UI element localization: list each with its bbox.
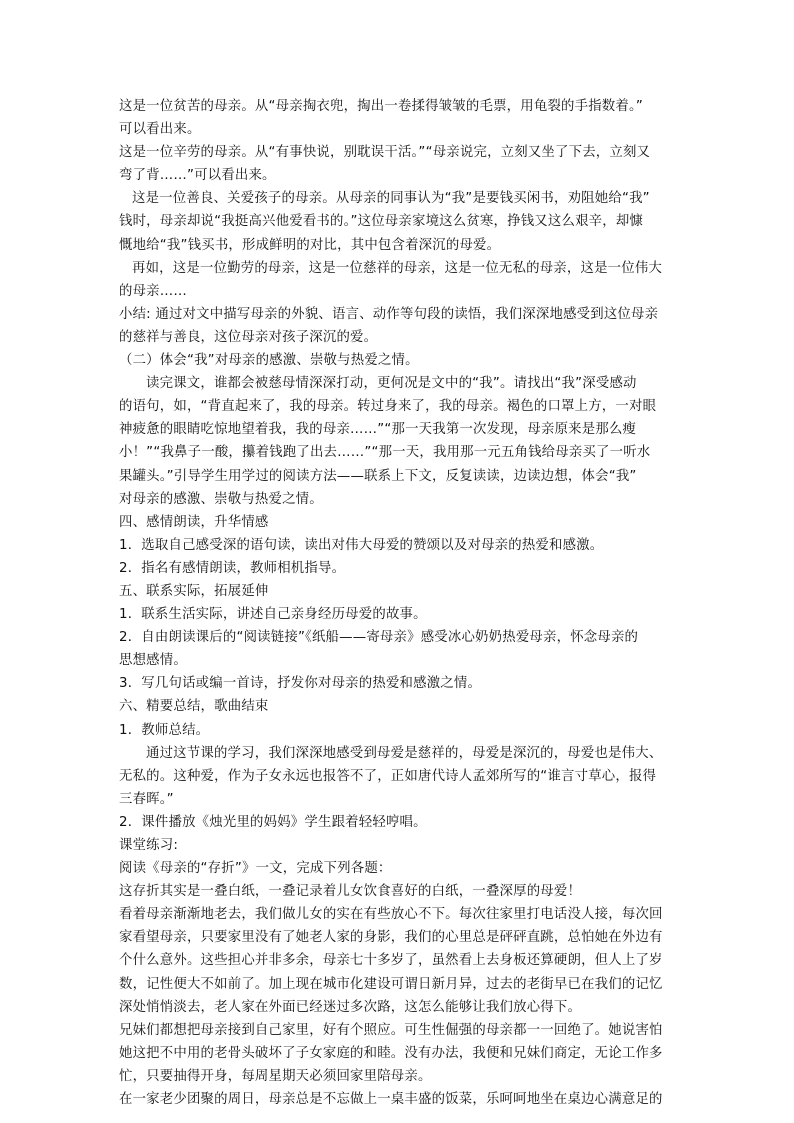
text-line: 在一家老少团聚的周日，母亲总是不忘做上一桌丰盛的饭菜，乐呵呵地坐在桌边心满意足的 — [119, 1092, 663, 1108]
section-heading: 五、联系实际，拓展延伸 — [119, 583, 269, 599]
text-line: 数，记性便大不如前了。加上现在城市化建设可谓日新月异，过去的老街早已在我们的记忆 — [119, 976, 663, 992]
text-line: 这是一位辛劳的母亲。从“有事快说，别耽误干活。”“母亲说完，立刻又坐了下去，立刻又 — [119, 145, 651, 161]
text-line: 慨地给“我”钱买书，形成鲜明的对比，其中包含着深沉的母爱。 — [119, 237, 501, 253]
text-line: 神疲惫的眼睛吃惊地望着我，我的母亲……”“那一天我第一次发现，母亲原来是那么瘦 — [119, 422, 637, 438]
list-item: 2．课件播放《烛光里的妈妈》学生跟着轻轻哼唱。 — [119, 814, 427, 830]
section-heading: （二）体会“我”对母亲的感激、崇敬与热爱之情。 — [119, 353, 419, 369]
section-heading: 四、感情朗读，升华情感 — [119, 514, 269, 530]
text-line: 深处悄悄淡去，老人家在外面已经迷过多次路，这怎么能够让我们放心得下。 — [119, 999, 582, 1015]
text-line: 再如，这是一位勤劳的母亲，这是一位慈祥的母亲，这是一位无私的母亲，这是一位伟大 — [132, 260, 663, 276]
document-body — [119, 95, 675, 1111]
list-item: 2．指名有感情朗读，教师相机指导。 — [119, 560, 346, 576]
text-line: 家看望母亲，只要家里没有了她老人家的身影，我们的心里总是砰砰直跳，总怕她在外边有 — [119, 930, 663, 946]
text-line: 忙，只要抽得开身，每周星期天必须回家里陪母亲。 — [119, 1068, 432, 1084]
text-line: 可以看出来。 — [119, 122, 201, 138]
text-line: 无私的。这种爱，作为子女永远也报答不了，正如唐代诗人孟郊所写的“谁言寸草心，报得 — [119, 768, 657, 784]
text-line: 果罐头。”引导学生用学过的阅读方法——联系上下文，反复读读，边读边想，体会“我” — [119, 468, 637, 484]
text-line: 三春晖。” — [119, 791, 174, 807]
text-line: 钱时，母亲却说“我挺高兴他爱看书的。”这位母亲家境这么贫寒，挣钱又这么艰辛，却慷 — [119, 214, 644, 230]
text-line: 个什么意外。这些担心并非多余，母亲七十多岁了，虽然看上去身板还算硬朗，但人上了岁 — [119, 953, 663, 969]
text-line: 小！”“我鼻子一酸，攥着钱跑了出去……”“那一天，我用那一元五角钱给母亲买了一听水 — [119, 445, 651, 461]
exercise-prompt: 阅读《母亲的“存折”》一文，完成下列各题： — [119, 861, 392, 877]
text-line: 通过这节课的学习，我们深深地感受到母爱是慈祥的，母爱是深沉的，母爱也是伟大、 — [146, 745, 663, 761]
text-line: 她这把不中用的老骨头破坏了子女家庭的和睦。没有办法，我便和兄妹们商定，无论工作多 — [119, 1045, 663, 1061]
text-line: 弯了背……”可以看出来。 — [119, 168, 276, 184]
exercise-heading: 课堂练习: — [119, 838, 179, 853]
summary-line: 小结: 通过对文中描写母亲的外貌、语言、动作等句段的读悟，我们深深地感受到这位母亲 — [119, 306, 659, 322]
section-heading: 六、精要总结，歌曲结束 — [119, 699, 269, 715]
text-line: 这存折其实是一叠白纸，一叠记录着儿女饮食喜好的白纸，一叠深厚的母爱！ — [119, 884, 582, 900]
text-line: 这是一位善良、关爱孩子的母亲。从母亲的同事认为“我”是要钱买闲书，劝阻她给“我” — [132, 191, 650, 207]
text-line: 的母亲…… — [119, 283, 187, 299]
text-line: 的慈祥与善良，这位母亲对孩子深沉的爱。 — [119, 329, 378, 345]
list-item: 3．写几句话或编一首诗，抒发你对母亲的热爱和感激之情。 — [119, 676, 482, 692]
text-line: 对母亲的感激、崇敬与热爱之情。 — [119, 491, 323, 507]
text-line: 的语句，如，“背直起来了，我的母亲。转过身来了，我的母亲。褐色的口罩上方，一对眼 — [119, 399, 657, 415]
list-item: 1．选取自己感受深的语句读，读出对伟大母爱的赞颂以及对母亲的热爱和感激。 — [119, 537, 604, 553]
list-item: 1．教师总结。 — [119, 722, 210, 738]
text-line: 思想感情。 — [119, 653, 187, 669]
text-line: 读完课文，谁都会被慈母情深深打动，更何况是文中的“我”。请找出“我”深受感动 — [146, 376, 637, 392]
list-item: 1．联系生活实际，讲述自己亲身经历母爱的故事。 — [119, 607, 427, 623]
list-item: 2．自由朗读课后的“阅读链接”《纸船——寄母亲》感受冰心奶奶热爱母亲，怀念母亲的 — [119, 630, 639, 646]
text-line: 这是一位贫苦的母亲。从“母亲掏衣兜，掏出一卷揉得皱皱的毛票，用龟裂的手指数着。” — [119, 99, 644, 114]
text-line: 看着母亲渐渐地老去，我们做儿女的实在有些放心不下。每次往家里打电话没人接，每次回 — [119, 907, 663, 923]
text-line: 兄妹们都想把母亲接到自己家里，好有个照应。可生性倔强的母亲都一一回绝了。她说害怕 — [119, 1022, 663, 1038]
